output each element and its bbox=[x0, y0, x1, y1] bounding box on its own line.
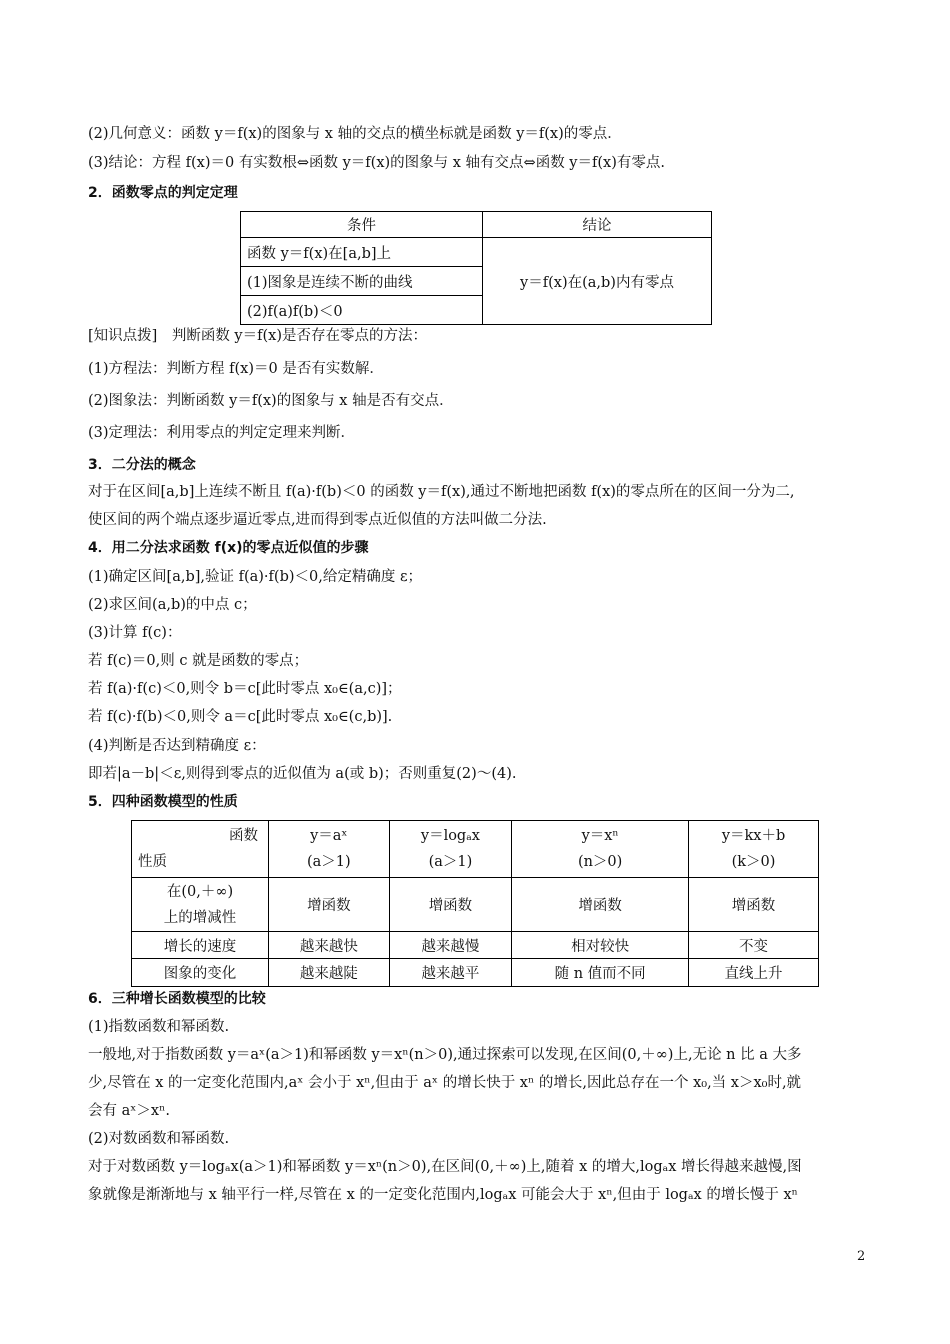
col-linear-formula: y＝kx＋b bbox=[721, 828, 786, 844]
table-cell: 不变 bbox=[689, 932, 819, 959]
function-models-table bbox=[131, 820, 819, 987]
tip-method-2: (2)图象法：判断函数 y＝f(x)的图象与 x 轴是否有交点． bbox=[88, 393, 454, 409]
table1-conclusion: y＝f(x)在(a,b)内有零点 bbox=[483, 238, 712, 325]
table1-row-continuous: (1)图象是连续不断的曲线 bbox=[241, 267, 483, 296]
table1-row-interval: 函数 y＝f(x)在[a,b]上 bbox=[241, 238, 483, 267]
geometric-meaning: (2)几何意义：函数 y＝f(x)的图象与 x 轴的交点的横坐标就是函数 y＝f(x)的零点． bbox=[88, 126, 622, 142]
tip-method-1: (1)方程法：判断方程 f(x)＝0 是否有实数解． bbox=[88, 361, 384, 377]
conclusion-line: (3)结论：方程 f(x)＝0 有实数根⇔函数 y＝f(x)的图象与 x 轴有交点⇔函数 y＝f(x)有零点. bbox=[88, 155, 665, 171]
table-cell: 直线上升 bbox=[689, 959, 819, 987]
step-4-detail: 即若|a－b|＜ε,则得到零点的近似值为 a(或 b)；否则重复(2)～(4). bbox=[88, 766, 517, 782]
zero-theorem-table bbox=[240, 211, 712, 325]
row-label bbox=[132, 878, 269, 932]
page-number: 2 bbox=[857, 1249, 866, 1264]
col-power-formula: y＝xⁿ bbox=[581, 828, 619, 844]
col-exp-formula: y＝aˣ bbox=[310, 828, 348, 844]
step-4: (4)判断是否达到精确度 ε： bbox=[88, 738, 266, 754]
table2-corner bbox=[132, 821, 269, 878]
table2-col-exp bbox=[269, 821, 390, 878]
step-3-case-a: 若 f(c)＝0,则 c 就是函数的零点； bbox=[88, 653, 309, 669]
table2-row-shape bbox=[132, 959, 819, 987]
step-1: (1)确定区间[a,b],验证 f(a)·f(b)＜0,给定精确度 ε； bbox=[88, 569, 422, 585]
section-2-heading: 2．函数零点的判定定理 bbox=[88, 185, 238, 201]
table2-corner-property: 性质 bbox=[138, 854, 167, 870]
compare-exp-power-title: (1)指数函数和幂函数. bbox=[88, 1019, 230, 1035]
table-cell: 随 n 值而不同 bbox=[512, 959, 689, 987]
tip-method-3: (3)定理法：利用零点的判定定理来判断． bbox=[88, 425, 356, 441]
table2-row-speed bbox=[132, 932, 819, 959]
compare-exp-power-3: 会有 aˣ＞xⁿ. bbox=[88, 1103, 170, 1119]
step-2: (2)求区间(a,b)的中点 c； bbox=[88, 597, 257, 613]
compare-log-power-2: 象就像是渐渐地与 x 轴平行一样,尽管在 x 的一定变化范围内,logₐx 可能会大于 xⁿ,但由于 logₐx 的增长慢于 xⁿ bbox=[88, 1187, 798, 1203]
table2-corner-function: 函数 bbox=[229, 828, 258, 844]
step-3: (3)计算 f(c)： bbox=[88, 625, 182, 641]
table-cell: 相对较快 bbox=[512, 932, 689, 959]
step-3-case-b: 若 f(a)·f(c)＜0,则令 b＝c[此时零点 x₀∈(a,c)]； bbox=[88, 681, 402, 697]
compare-exp-power-2: 少,尽管在 x 的一定变化范围内,aˣ 会小于 xⁿ,但由于 aˣ 的增长快于 xⁿ 的增长,因此总存在一个 x₀,当 x＞x₀时,就 bbox=[88, 1075, 802, 1091]
bisection-def-2: 使区间的两个端点逐步逼近零点,进而得到零点近似值的方法叫做二分法. bbox=[88, 512, 547, 528]
section-4-heading: 4．用二分法求函数 f(x)的零点近似值的步骤 bbox=[88, 540, 369, 556]
table-cell: 增函数 bbox=[689, 878, 819, 932]
table-cell: 越来越快 bbox=[269, 932, 390, 959]
row-label: 增长的速度 bbox=[132, 932, 269, 959]
section-6-heading: 6．三种增长函数模型的比较 bbox=[88, 991, 266, 1007]
step-3-case-c: 若 f(c)·f(b)＜0,则令 a＝c[此时零点 x₀∈(c,b)]. bbox=[88, 709, 393, 725]
row-label: 图象的变化 bbox=[132, 959, 269, 987]
section-3-heading: 3．二分法的概念 bbox=[88, 457, 196, 473]
table-cell: 越来越慢 bbox=[389, 932, 512, 959]
table-cell: 增函数 bbox=[389, 878, 512, 932]
table1-header-condition: 条件 bbox=[241, 212, 483, 238]
table-cell: 越来越平 bbox=[389, 959, 512, 987]
section-5-heading: 5．四种函数模型的性质 bbox=[88, 794, 238, 810]
table1-header-conclusion: 结论 bbox=[483, 212, 712, 238]
compare-exp-power-1: 一般地,对于指数函数 y＝aˣ(a＞1)和幂函数 y＝xⁿ(n＞0),通过探索可以发现,在区间(0,＋∞)上,无论 n 比 a 大多 bbox=[88, 1047, 802, 1063]
table-cell: 增函数 bbox=[512, 878, 689, 932]
col-log-condition: (a＞1) bbox=[428, 854, 473, 870]
bisection-def-1: 对于在区间[a,b]上连续不断且 f(a)·f(b)＜0 的函数 y＝f(x),通过不断地把函数 f(x)的零点所在的区间一分为二, bbox=[88, 484, 795, 500]
table2-col-log bbox=[389, 821, 512, 878]
col-exp-condition: (a＞1) bbox=[306, 854, 351, 870]
col-log-formula: y＝logₐx bbox=[420, 828, 480, 844]
table1-row-sign: (2)f(a)f(b)＜0 bbox=[241, 296, 483, 325]
row-label-line2: 上的增减性 bbox=[163, 909, 237, 926]
table2-col-power bbox=[512, 821, 689, 878]
tip-heading: [知识点拨] 判断函数 y＝f(x)是否存在零点的方法： bbox=[88, 328, 427, 344]
compare-log-power-1: 对于对数函数 y＝logₐx(a＞1)和幂函数 y＝xⁿ(n＞0),在区间(0,＋∞)上,随着 x 的增大,logₐx 增长得越来越慢,图 bbox=[88, 1159, 802, 1175]
row-label-line1: 在(0,＋∞) bbox=[166, 883, 234, 900]
col-power-condition: (n＞0) bbox=[577, 854, 623, 870]
table-cell: 增函数 bbox=[269, 878, 390, 932]
table2-col-linear bbox=[689, 821, 819, 878]
compare-log-power-title: (2)对数函数和幂函数. bbox=[88, 1131, 230, 1147]
table2-row-monotonic bbox=[132, 878, 819, 932]
col-linear-condition: (k＞0) bbox=[731, 854, 776, 870]
table-cell: 越来越陡 bbox=[269, 959, 390, 987]
